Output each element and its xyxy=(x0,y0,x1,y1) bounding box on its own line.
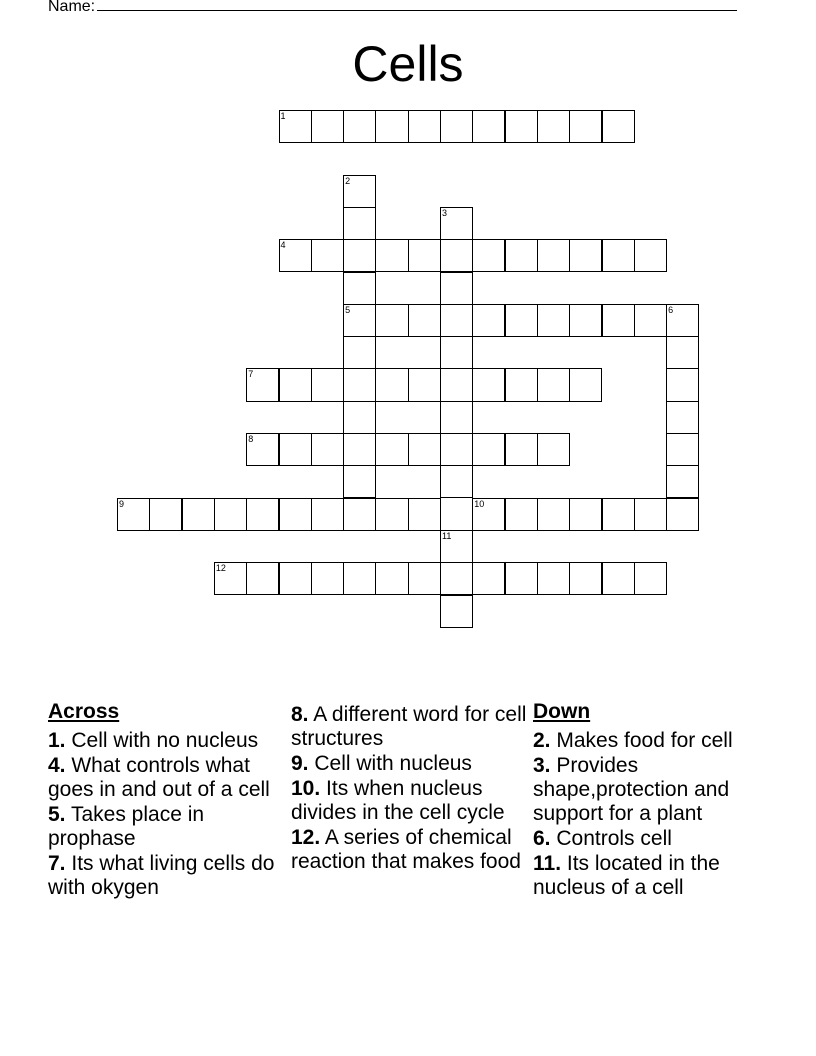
crossword-cell[interactable] xyxy=(343,239,376,272)
crossword-cell[interactable] xyxy=(602,239,635,272)
crossword-cell[interactable] xyxy=(505,239,538,272)
crossword-cell[interactable] xyxy=(440,304,473,337)
crossword-cell[interactable] xyxy=(214,562,247,595)
crossword-cell[interactable] xyxy=(375,368,408,401)
crossword-cell[interactable] xyxy=(246,498,279,531)
crossword-cell[interactable] xyxy=(569,304,602,337)
crossword-cell[interactable] xyxy=(634,498,667,531)
crossword-cell[interactable] xyxy=(440,368,473,401)
clue-across-12: 12. A series of chemical reaction that makes food xyxy=(291,826,521,873)
crossword-cell[interactable] xyxy=(311,433,344,466)
crossword-cell[interactable] xyxy=(311,110,344,143)
crossword-cell[interactable] xyxy=(666,498,699,531)
name-field[interactable] xyxy=(48,0,737,16)
crossword-cell[interactable] xyxy=(666,401,699,434)
crossword-cell[interactable] xyxy=(505,433,538,466)
crossword-cell[interactable] xyxy=(440,465,473,498)
crossword-cell[interactable] xyxy=(440,336,473,369)
crossword-cell[interactable] xyxy=(375,433,408,466)
crossword-cell[interactable] xyxy=(311,368,344,401)
crossword-cell[interactable] xyxy=(408,562,441,595)
page-title: Cells xyxy=(352,36,464,92)
crossword-cell[interactable] xyxy=(279,368,312,401)
across-heading: Across xyxy=(48,700,120,723)
clue-down-11: 11. Its located in the nucleus of a cell xyxy=(533,852,720,899)
crossword-cell[interactable] xyxy=(569,368,602,401)
clue-column-2 xyxy=(291,703,531,875)
crossword-cell[interactable] xyxy=(569,110,602,143)
cell-number: 8 xyxy=(248,434,254,444)
down-heading: Down xyxy=(533,700,591,723)
crossword-cell[interactable] xyxy=(537,239,570,272)
crossword-cell[interactable] xyxy=(279,239,312,272)
crossword-cell[interactable] xyxy=(666,304,699,337)
clue-down-2: 2. Makes food for cell xyxy=(533,729,733,752)
crossword-cell[interactable] xyxy=(472,368,505,401)
crossword-cell[interactable] xyxy=(602,498,635,531)
clue-down-3: 3. Provides shape,protection and support for a plant xyxy=(533,754,730,825)
crossword-cell[interactable] xyxy=(408,498,441,531)
crossword-cell[interactable] xyxy=(343,175,376,208)
crossword-cell[interactable] xyxy=(117,498,150,531)
crossword-cell[interactable] xyxy=(343,498,376,531)
clue-across-1: 1. Cell with no nucleus xyxy=(48,729,259,752)
crossword-cell[interactable] xyxy=(569,562,602,595)
crossword-cell[interactable] xyxy=(343,401,376,434)
crossword-cell[interactable] xyxy=(375,562,408,595)
crossword-cell[interactable] xyxy=(375,110,408,143)
crossword-cell[interactable] xyxy=(343,368,376,401)
crossword-cell[interactable] xyxy=(279,110,312,143)
crossword-cell[interactable] xyxy=(505,498,538,531)
crossword-cell[interactable] xyxy=(440,595,473,628)
clue-across-7: 7. Its what living cells do with okygen xyxy=(48,852,275,899)
crossword-cell[interactable] xyxy=(666,433,699,466)
crossword-cell[interactable] xyxy=(246,433,279,466)
crossword-cell[interactable] xyxy=(634,562,667,595)
crossword-cell[interactable] xyxy=(182,498,215,531)
crossword-cell[interactable] xyxy=(666,465,699,498)
crossword-cell[interactable] xyxy=(343,336,376,369)
cell-number: 10 xyxy=(474,498,485,509)
crossword-cell[interactable] xyxy=(214,498,247,531)
crossword-cell[interactable] xyxy=(537,304,570,337)
crossword-cell[interactable] xyxy=(408,368,441,401)
crossword-cell[interactable] xyxy=(537,433,570,466)
crossword-cell[interactable] xyxy=(569,498,602,531)
crossword-cell[interactable] xyxy=(375,304,408,337)
clue-across-4: 4. What controls what goes in and out of a cell xyxy=(48,754,270,801)
crossword-cell[interactable] xyxy=(246,368,279,401)
clue-across-5: 5. Takes place in prophase xyxy=(48,803,205,850)
cell-number: 5 xyxy=(345,304,351,315)
crossword-cell[interactable] xyxy=(343,207,376,240)
crossword-cell[interactable] xyxy=(279,498,312,531)
crossword-cell[interactable] xyxy=(602,304,635,337)
crossword-cell[interactable] xyxy=(408,304,441,337)
crossword-cell[interactable] xyxy=(375,239,408,272)
crossword-cell[interactable] xyxy=(666,368,699,401)
crossword-cell[interactable] xyxy=(279,433,312,466)
crossword-cell[interactable] xyxy=(149,498,182,531)
cell-number: 1 xyxy=(280,111,286,121)
crossword-cell[interactable] xyxy=(311,239,344,272)
crossword-cell[interactable] xyxy=(408,433,441,466)
crossword-cell[interactable] xyxy=(279,562,312,595)
crossword-cell[interactable] xyxy=(537,110,570,143)
cell-number: 11 xyxy=(442,530,452,541)
cell-number: 7 xyxy=(248,369,254,380)
crossword-cell[interactable] xyxy=(408,110,441,143)
crossword-cell[interactable] xyxy=(472,110,505,143)
clue-across-10: 10. Its when nucleus divides in the cell cycle xyxy=(291,777,505,824)
cell-number: 6 xyxy=(668,304,674,315)
crossword-cell[interactable] xyxy=(472,239,505,272)
cell-number: 2 xyxy=(345,175,351,186)
crossword-cell[interactable] xyxy=(343,110,376,143)
cell-number: 9 xyxy=(119,498,125,509)
crossword-cell[interactable] xyxy=(375,498,408,531)
crossword-cell[interactable] xyxy=(311,498,344,531)
crossword-cell[interactable] xyxy=(537,562,570,595)
crossword-cell[interactable] xyxy=(505,368,538,401)
crossword-cell[interactable] xyxy=(343,272,376,305)
crossword-cell[interactable] xyxy=(472,562,505,595)
crossword-cell[interactable] xyxy=(634,304,667,337)
crossword-cell[interactable] xyxy=(440,433,473,466)
crossword-cell[interactable] xyxy=(537,368,570,401)
cell-number: 3 xyxy=(442,207,448,218)
crossword-cell[interactable] xyxy=(440,562,473,595)
crossword-cell[interactable] xyxy=(537,498,570,531)
crossword-cell[interactable] xyxy=(602,110,635,143)
crossword-cell[interactable] xyxy=(569,239,602,272)
crossword-cell[interactable] xyxy=(602,562,635,595)
crossword-cell[interactable] xyxy=(343,465,376,498)
crossword-cell[interactable] xyxy=(440,239,473,272)
crossword-cell[interactable] xyxy=(634,239,667,272)
clue-column-3 xyxy=(533,700,773,901)
crossword-cell[interactable] xyxy=(440,110,473,143)
crossword-cell[interactable] xyxy=(505,110,538,143)
crossword-cell[interactable] xyxy=(440,401,473,434)
crossword-cell[interactable] xyxy=(666,336,699,369)
crossword-cell[interactable] xyxy=(505,562,538,595)
clue-column-1 xyxy=(48,700,288,901)
crossword-cell[interactable] xyxy=(472,433,505,466)
clue-across-8: 8. A different word for cell structures xyxy=(291,703,527,750)
crossword-cell[interactable] xyxy=(343,562,376,595)
cell-number: 4 xyxy=(280,240,286,251)
clue-across-9: 9. Cell with nucleus xyxy=(291,752,472,775)
cell-number: 12 xyxy=(215,563,226,574)
crossword-cell[interactable] xyxy=(343,304,376,337)
crossword-cell[interactable] xyxy=(343,433,376,466)
clue-down-6: 6. Controls cell xyxy=(533,827,672,850)
crossword-cell[interactable] xyxy=(440,272,473,305)
crossword-cell[interactable] xyxy=(311,562,344,595)
name-underline[interactable] xyxy=(97,0,737,11)
crossword-cell[interactable] xyxy=(440,207,473,240)
crossword-cell[interactable] xyxy=(472,498,505,531)
crossword-cell[interactable] xyxy=(408,239,441,272)
crossword-cell[interactable] xyxy=(440,530,473,563)
crossword-cell[interactable] xyxy=(505,304,538,337)
name-label: Name: xyxy=(48,0,96,15)
crossword-cell[interactable] xyxy=(246,562,279,595)
crossword-cell[interactable] xyxy=(472,304,505,337)
